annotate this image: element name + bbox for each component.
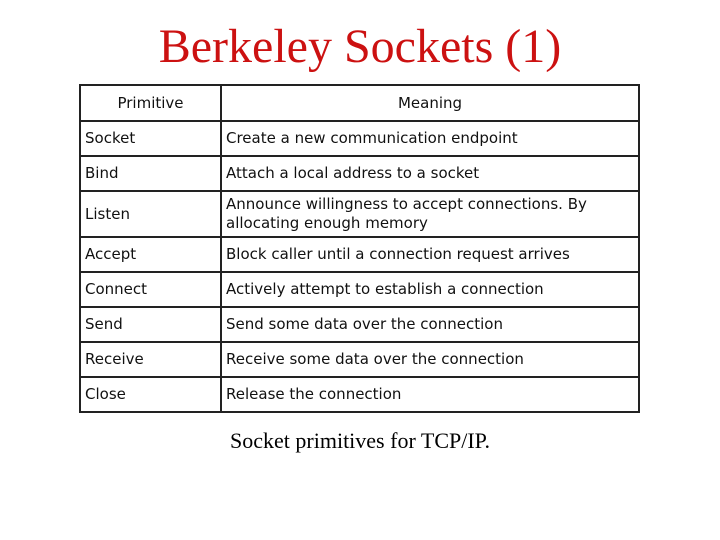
header-meaning: Meaning: [221, 85, 639, 121]
table-row: [80, 272, 639, 307]
table-row: [80, 121, 639, 156]
table-header-row: [80, 85, 639, 121]
primitive-cell: Connect: [80, 272, 221, 307]
table-row: [80, 307, 639, 342]
table-row: [80, 342, 639, 377]
primitive-cell: Close: [80, 377, 221, 412]
meaning-cell: Create a new communication endpoint: [221, 121, 639, 156]
meaning-cell: Actively attempt to establish a connection: [221, 272, 639, 307]
meaning-cell: Release the connection: [221, 377, 639, 412]
header-primitive: Primitive: [80, 85, 221, 121]
table-row: [80, 377, 639, 412]
meaning-cell: Send some data over the connection: [221, 307, 639, 342]
primitive-cell: Bind: [80, 156, 221, 191]
primitive-cell: Receive: [80, 342, 221, 377]
table-row: [80, 191, 639, 237]
table-row: [80, 156, 639, 191]
primitive-cell: Send: [80, 307, 221, 342]
meaning-cell: Attach a local address to a socket: [221, 156, 639, 191]
primitive-cell: Socket: [80, 121, 221, 156]
meaning-cell: Block caller until a connection request arrives: [221, 237, 639, 272]
primitive-cell: Accept: [80, 237, 221, 272]
meaning-cell: Announce willingness to accept connections. By allocating enough memory: [221, 191, 639, 237]
slide-title: Berkeley Sockets (1): [158, 20, 562, 73]
socket-primitives-table: [79, 84, 640, 413]
table-caption: Socket primitives for TCP/IP.: [230, 428, 490, 453]
table-row: [80, 237, 639, 272]
primitive-cell: Listen: [80, 191, 221, 237]
meaning-cell: Receive some data over the connection: [221, 342, 639, 377]
